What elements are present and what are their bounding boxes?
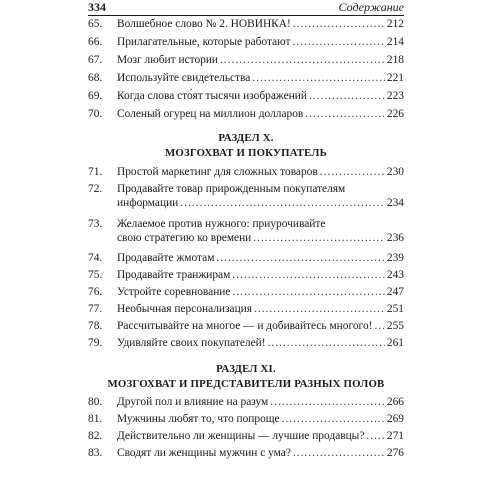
entry-number: 70. [88,108,103,120]
entry-page: 255 [386,320,404,332]
entry-title: Когда слова сто́ят тысячи изображений [117,90,307,102]
section-title: МОЗГОХВАТ И ПРЕДСТАВИТЕЛИ РАЗНЫХ ПОЛОВ [107,378,385,390]
entry-page: 223 [386,90,404,102]
section-heading [88,131,404,161]
running-title: Содержание [338,0,404,14]
dot-leader [268,337,385,351]
entry-page: 269 [386,413,404,425]
entry-page: 218 [386,54,404,66]
dot-leader [292,36,384,50]
toc-entry [88,320,404,334]
entry-number: 72. [88,183,103,195]
entry-title: информации [117,196,179,209]
entry-number: 82. [88,430,103,442]
toc-entry [88,72,404,86]
entry-number: 80. [88,396,103,408]
entry-number: 69. [88,90,103,102]
entry-title: Продавайте жмотам [117,252,215,264]
entry-page: 212 [386,18,404,30]
toc-entry [88,36,404,50]
toc-entry [88,396,404,410]
running-header [88,0,404,16]
entry-page: 221 [386,72,404,84]
dot-leader [282,413,385,427]
toc-entry [88,108,404,122]
entry-page: 214 [386,36,404,48]
entry-title: свою стратегию ко времени [117,231,252,244]
dot-leader [254,303,385,317]
toc-entry [88,303,404,317]
dot-leader [253,232,385,246]
dot-leader [366,430,385,444]
dot-leader [232,286,384,300]
dot-leader [293,447,385,461]
dot-leader [374,320,384,334]
toc-entry [88,269,404,283]
entry-page: 243 [386,269,404,281]
entry-page: 234 [386,196,404,209]
entry-page: 271 [386,430,404,442]
entry-number: 65. [88,18,103,30]
section-heading [88,362,404,392]
entry-number: 76. [88,286,103,298]
dot-leader [293,18,385,32]
entry-number: 73. [88,218,103,230]
entry-title: Сводят ли женщины мужчин с ума? [117,447,291,459]
entry-title: Рассчитывайте на многое — и добивайтесь многого! [117,320,373,332]
entry-page: 230 [386,166,404,178]
toc-entry [88,430,404,444]
entry-title: Соленый огурец на миллион долларов [117,108,304,120]
toc-entry [88,252,404,266]
dot-leader [252,72,385,86]
entry-title: Простой маркетинг для сложных товаров [117,166,318,178]
entry-number: 66. [88,36,103,48]
dot-leader [180,197,385,211]
toc-entry [88,337,404,351]
entry-number: 81. [88,413,103,425]
entry-page: 266 [386,396,404,408]
section-label: РАЗДЕЛ X. [218,132,274,144]
entry-title: Мужчины любят то, что попроще [117,413,280,425]
toc-entry [88,218,404,245]
entry-title: Необычная персонализация [117,303,253,315]
entry-number: 83. [88,447,103,459]
section-title: МОЗГОХВАТ И ПОКУПАТЕЛЬ [164,147,328,159]
entry-page: 226 [386,108,404,120]
entry-title: Устройте соревнование [117,286,231,298]
entry-title: Волшебное слово № 2. НОВИНКА! [117,18,291,30]
dot-leader [270,396,385,410]
entry-title: Используйте свидетельства [117,72,251,84]
entry-title: Мозг любит истории [117,54,219,66]
toc-entry [88,54,404,68]
entry-title: Действительно ли женщины — лучшие продавцы? [117,430,365,442]
entry-number: 71. [88,166,103,178]
entry-number: 77. [88,303,103,315]
entry-title: Другой пол и влияние на разум [117,396,269,408]
toc-entry [88,90,404,104]
toc-entry [88,183,404,210]
entry-number: 74. [88,252,103,264]
entry-number: 68. [88,72,103,84]
entry-page: 239 [386,252,404,264]
entry-title: Прилагательные, которые работают [117,36,291,48]
entry-page: 251 [386,303,404,315]
entry-title: Удивляйте своих покупателей! [117,337,266,349]
entry-title: Продавайте транжирам [117,269,231,281]
toc-entry [88,166,404,180]
entry-page: 236 [386,231,404,244]
entry-title-line1: Желаемое против нужного: приурочивайте [117,218,326,230]
entry-number: 78. [88,320,103,332]
entry-page: 261 [386,337,404,349]
entry-title-line1: Продавайте товар прирожденным покупателям [117,183,346,195]
entry-number: 75. [88,269,103,281]
page-number: 334 [88,0,106,14]
dot-leader [320,166,385,180]
entry-number: 79. [88,337,103,349]
dot-leader [232,269,385,283]
entry-number: 67. [88,54,103,66]
toc-entry [88,286,404,300]
dot-leader [305,108,385,122]
toc-entry [88,413,404,427]
dot-leader [216,252,385,266]
entry-page: 247 [386,286,404,298]
section-label: РАЗДЕЛ XI. [216,363,276,375]
toc-entry [88,447,404,461]
toc-entry [88,18,404,32]
dot-leader [309,90,385,104]
entry-page: 276 [386,447,404,459]
dot-leader [220,54,385,68]
